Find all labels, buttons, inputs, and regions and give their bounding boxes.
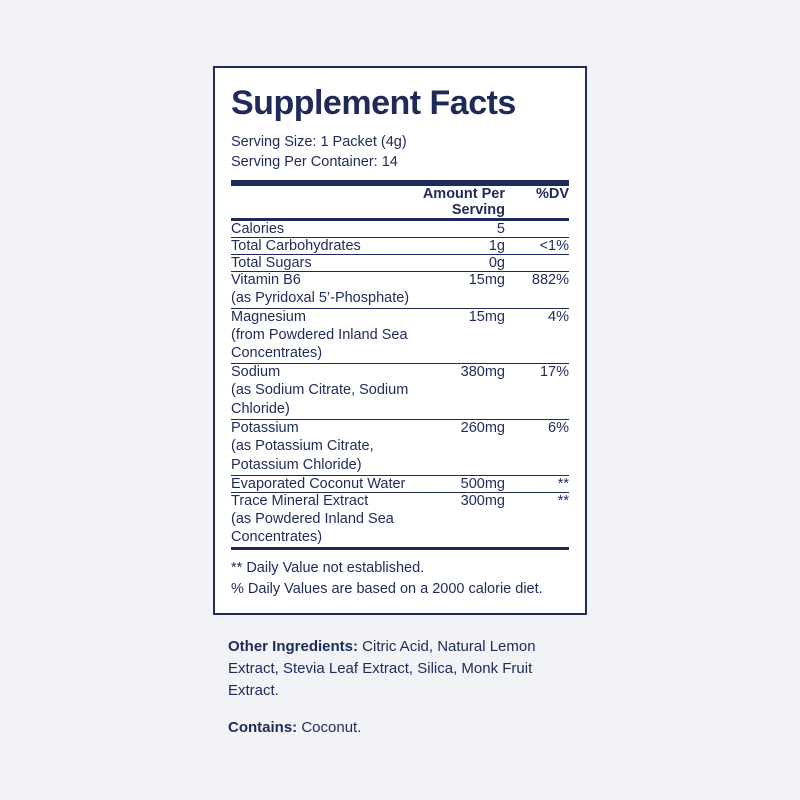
nutrient-label: Magnesium [231, 308, 306, 325]
table-row [231, 309, 569, 364]
nutrient-amount: 380mg [460, 364, 505, 381]
table-row [231, 221, 569, 237]
table-row [231, 255, 569, 271]
nutrient-dv: 17% [539, 364, 569, 381]
other-ingredients-text: Citric Acid, Natural Lemon Extract, Stevia Leaf Extract, Silica, Monk Fruit Extract. [228, 638, 536, 699]
nutrient-name: Total Carbohydrates [231, 237, 361, 254]
nutrient-source-note: (as Pyridoxal 5’-Phosphate) [231, 289, 410, 306]
nutrient-name [231, 420, 411, 475]
table-row [231, 272, 569, 308]
nutrient-amount: 5 [496, 220, 505, 237]
contains-label: Contains: [228, 719, 298, 737]
other-ingredients-label: Other Ingredients: [228, 638, 359, 655]
nutrient-name [231, 309, 411, 364]
nutrient-dv [511, 221, 569, 237]
nutrient-dv: ** [557, 492, 569, 509]
footnote-daily-value-not-established: ** Daily Value not established. [231, 560, 425, 577]
nutrient-amount: 1g [488, 237, 505, 254]
nutrient-name: Total Sugars [231, 254, 312, 271]
table-row [231, 476, 569, 492]
serving-size: Serving Size: 1 Packet (4g) [231, 133, 407, 150]
footnotes [231, 550, 569, 599]
nutrient-dv: ** [557, 475, 569, 492]
footnote-daily-values-basis: % Daily Values are based on a 2000 calorie diet. [231, 580, 543, 597]
supplement-facts-panel [213, 66, 587, 615]
below-panel-text [228, 636, 578, 755]
table-row [231, 364, 569, 419]
nutrient-dv: 6% [548, 419, 569, 436]
nutrient-name: Calories [231, 220, 285, 237]
nutrient-amount: 0g [488, 254, 505, 271]
table-row [231, 420, 569, 475]
header-blank [231, 186, 411, 218]
nutrient-dv: 882% [531, 271, 569, 288]
nutrient-dv [511, 255, 569, 271]
nutrient-dv: <1% [539, 237, 569, 254]
nutrient-source-note: (from Powdered Inland Sea Concentrates) [231, 326, 408, 362]
contains-statement [228, 717, 578, 739]
nutrient-amount: 300mg [460, 492, 505, 509]
nutrient-amount: 260mg [460, 419, 505, 436]
nutrient-amount: 500mg [460, 475, 505, 492]
nutrient-source-note: (as Powdered Inland Sea Concentrates) [231, 510, 394, 546]
nutrient-source-note: (as Sodium Citrate, Sodium Chloride) [231, 382, 409, 418]
nutrient-amount: 15mg [468, 308, 505, 325]
nutrient-label: Potassium [231, 419, 299, 436]
nutrient-label: Sodium [231, 364, 281, 381]
nutrient-source-note: (as Potassium Citrate, Potassium Chloride) [231, 437, 374, 473]
header-amount-per-serving: Amount Per Serving [422, 185, 505, 218]
table-row [231, 493, 569, 548]
other-ingredients [228, 636, 578, 701]
nutrient-name [231, 364, 411, 419]
contains-text: Coconut. [297, 719, 362, 737]
nutrient-amount: 15mg [468, 271, 505, 288]
table-header-row [231, 186, 569, 218]
table-row [231, 238, 569, 254]
nutrient-name [231, 493, 411, 548]
nutrient-dv: 4% [548, 308, 569, 325]
nutrient-name [231, 272, 411, 308]
nutrition-table [231, 186, 569, 551]
page-title: Supplement Facts [231, 84, 516, 122]
nutrient-name: Evaporated Coconut Water [231, 475, 406, 492]
nutrient-label: Vitamin B6 [231, 271, 301, 288]
serving-per-container: Serving Per Container: 14 [231, 153, 398, 170]
header-percent-dv: %DV [535, 185, 569, 202]
nutrient-label: Trace Mineral Extract [231, 492, 369, 509]
